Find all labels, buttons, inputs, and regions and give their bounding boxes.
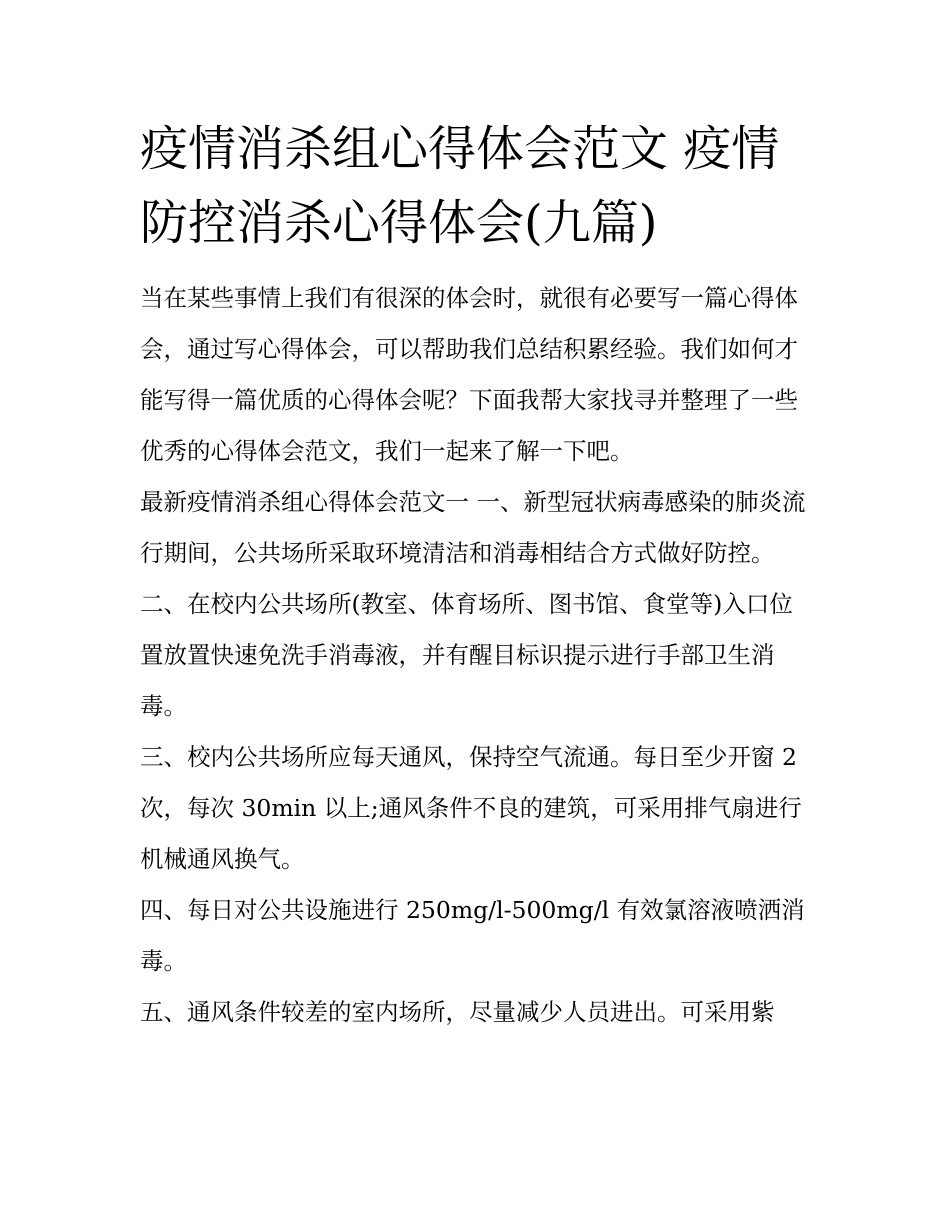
document-body xyxy=(140,112,812,1038)
paragraph-intro: 当在某些事情上我们有很深的体会时，就很有必要写一篇心得体会，通过写心得体会，可以帮助我们总结积累经验。我们如何才能写得一篇优质的心得体会呢？下面我帮大家找寻并整理了一些优秀的心得体会范文，我们一起来了解一下吧。 xyxy=(140,284,798,465)
paragraph-item-5: 五、通风条件较差的室内场所，尽量减少人员进出。可采用紫 xyxy=(140,998,775,1026)
paragraph-item-4: 四、每日对公共设施进行 250mg/l-500mg/l 有效氯溶液喷洒消毒。 xyxy=(140,896,805,975)
paragraph-item-1: 最新疫情消杀组心得体会范文一 一、新型冠状病毒感染的肺炎流行期间，公共场所采取环境清洁和消毒相结合方式做好防控。 xyxy=(140,488,806,567)
paragraph-item-2: 二、在校内公共场所(教室、体育场所、图书馆、食堂等)入口位置放置快速免洗手消毒液，并有醒目标识提示进行手部卫生消毒。 xyxy=(140,590,793,720)
document-title: 疫情消杀组心得体会范文 疫情防控消杀心得体会(九篇) xyxy=(140,121,780,251)
paragraph-item-3: 三、校内公共场所应每天通风，保持空气流通。每日至少开窗 2 次，每次 30min 以上;通风条件不良的建筑，可采用排气扇进行机械通风换气。 xyxy=(140,743,802,873)
